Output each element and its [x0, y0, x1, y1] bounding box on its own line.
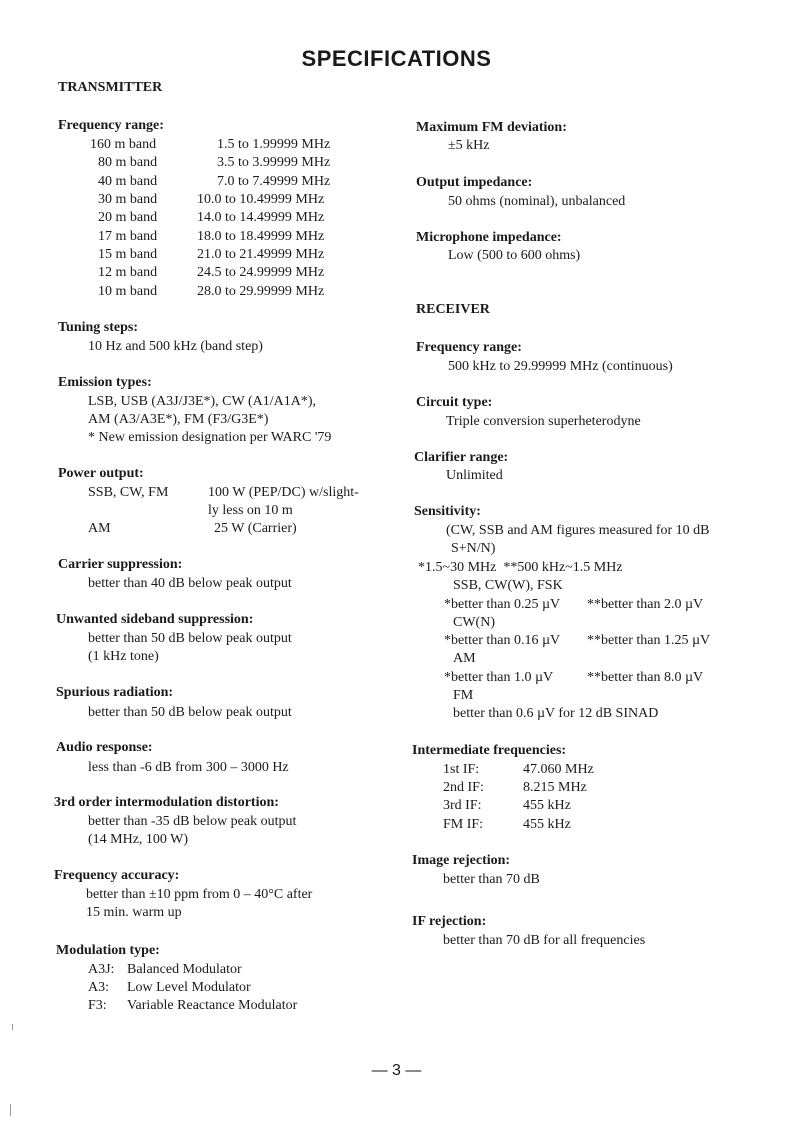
audio-response-value: less than -6 dB from 300 – 3000 Hz: [88, 760, 289, 775]
scan-mark: [12, 1024, 13, 1030]
band-name: 17 m band: [98, 229, 158, 244]
band-range: 14.0 to 14.49999 MHz: [197, 210, 325, 225]
frequency-accuracy-label: Frequency accuracy:: [54, 868, 180, 883]
mic-impedance-label: Microphone impedance:: [416, 230, 562, 245]
band-range: 7.0 to 7.49999 MHz: [217, 174, 331, 189]
audio-response-label: Audio response:: [56, 740, 153, 755]
image-rejection-value: better than 70 dB: [443, 872, 540, 887]
modulation-mode: F3:: [88, 998, 107, 1013]
modulation-mode: A3:: [88, 980, 109, 995]
unwanted-sideband-note: (1 kHz tone): [88, 649, 159, 664]
sensitivity-note-cont: S+N/N): [451, 541, 496, 556]
carrier-suppression-label: Carrier suppression:: [58, 557, 183, 572]
power-am-label: AM: [88, 521, 111, 536]
band-name: 30 m band: [98, 192, 158, 207]
emission-line: LSB, USB (A3J/J3E*), CW (A1/A1A*),: [88, 394, 317, 409]
sensitivity-value-mf: **better than 2.0 µV: [587, 597, 704, 612]
emission-note: * New emission designation per WARC '79: [88, 430, 332, 445]
emission-types-label: Emission types:: [58, 375, 152, 390]
if-name: FM IF:: [443, 817, 484, 832]
band-range: 1.5 to 1.99999 MHz: [217, 137, 331, 152]
unwanted-sideband-value: better than 50 dB below peak output: [88, 631, 292, 646]
unwanted-sideband-label: Unwanted sideband suppression:: [56, 612, 254, 627]
sensitivity-note: (CW, SSB and AM figures measured for 10 dB: [446, 523, 710, 538]
if-value: 455 kHz: [523, 798, 571, 813]
clarifier-range-value: Unlimited: [446, 468, 503, 483]
output-impedance-value: 50 ohms (nominal), unbalanced: [448, 194, 626, 209]
sensitivity-value-hf: *better than 0.16 µV: [444, 633, 561, 648]
band-range: 24.5 to 24.99999 MHz: [197, 265, 325, 280]
band-name: 80 m band: [98, 155, 158, 170]
if-rejection-label: IF rejection:: [412, 914, 487, 929]
if-frequencies-label: Intermediate frequencies:: [412, 743, 567, 758]
band-name: 20 m band: [98, 210, 158, 225]
tx-frequency-range-label: Frequency range:: [58, 118, 164, 133]
clarifier-range-label: Clarifier range:: [414, 450, 509, 465]
image-rejection-label: Image rejection:: [412, 853, 511, 868]
spurious-radiation-label: Spurious radiation:: [56, 685, 174, 700]
imd-value: better than -35 dB below peak output: [88, 814, 297, 829]
mic-impedance-value: Low (500 to 600 ohms): [448, 248, 581, 263]
if-name: 2nd IF:: [443, 780, 484, 795]
power-am-value: 25 W (Carrier): [214, 521, 297, 536]
modulation-mode: A3J:: [88, 962, 115, 977]
spurious-radiation-value: better than 50 dB below peak output: [88, 705, 292, 720]
sensitivity-mode: AM: [453, 651, 476, 666]
page-number: — 3 —: [371, 1062, 422, 1079]
sensitivity-value-hf: *better than 0.25 µV: [444, 597, 561, 612]
emission-line: AM (A3/A3E*), FM (F3/G3E*): [88, 412, 269, 427]
modulation-desc: Variable Reactance Modulator: [127, 998, 298, 1013]
band-range: 28.0 to 29.99999 MHz: [197, 284, 325, 299]
band-name: 12 m band: [98, 265, 158, 280]
circuit-type-value: Triple conversion superheterodyne: [446, 414, 641, 429]
band-name: 40 m band: [98, 174, 158, 189]
modulation-desc: Balanced Modulator: [127, 962, 242, 977]
sensitivity-value-mf: **better than 1.25 µV: [587, 633, 711, 648]
tuning-steps-label: Tuning steps:: [58, 320, 139, 335]
band-name: 15 m band: [98, 247, 158, 262]
band-range: 21.0 to 21.49999 MHz: [197, 247, 325, 262]
sensitivity-label: Sensitivity:: [414, 504, 481, 519]
sensitivity-mode: FM: [453, 688, 474, 703]
if-value: 455 kHz: [523, 817, 571, 832]
circuit-type-label: Circuit type:: [416, 395, 493, 410]
if-name: 3rd IF:: [443, 798, 482, 813]
scan-mark: [10, 1104, 11, 1116]
sensitivity-mode: CW(N): [453, 615, 495, 630]
rx-frequency-range-value: 500 kHz to 29.99999 MHz (continuous): [448, 359, 673, 374]
if-value: 47.060 MHz: [523, 762, 594, 777]
imd-label: 3rd order intermodulation distortion:: [54, 795, 279, 810]
band-range: 3.5 to 3.99999 MHz: [217, 155, 331, 170]
if-name: 1st IF:: [443, 762, 480, 777]
band-range: 10.0 to 10.49999 MHz: [197, 192, 325, 207]
frequency-accuracy-note: 15 min. warm up: [86, 905, 182, 920]
sensitivity-ranges: *1.5~30 MHz **500 kHz~1.5 MHz: [418, 560, 623, 575]
power-ssb-value: 100 W (PEP/DC) w/slight-: [208, 485, 359, 500]
rx-frequency-range-label: Frequency range:: [416, 340, 522, 355]
if-value: 8.215 MHz: [523, 780, 587, 795]
sensitivity-fm-value: better than 0.6 µV for 12 dB SINAD: [453, 706, 659, 721]
tuning-steps-value: 10 Hz and 500 kHz (band step): [88, 339, 263, 354]
power-output-label: Power output:: [58, 466, 144, 481]
output-impedance-label: Output impedance:: [416, 175, 533, 190]
band-range: 18.0 to 18.49999 MHz: [197, 229, 325, 244]
sensitivity-value-hf: *better than 1.0 µV: [444, 670, 554, 685]
page-title: SPECIFICATIONS: [301, 46, 492, 71]
carrier-suppression-value: better than 40 dB below peak output: [88, 576, 292, 591]
sensitivity-value-mf: **better than 8.0 µV: [587, 670, 704, 685]
modulation-type-label: Modulation type:: [56, 943, 160, 958]
transmitter-heading: TRANSMITTER: [58, 80, 163, 95]
band-name: 10 m band: [98, 284, 158, 299]
power-ssb-value-cont: ly less on 10 m: [208, 503, 293, 518]
receiver-heading: RECEIVER: [416, 302, 490, 317]
max-fm-deviation-value: ±5 kHz: [448, 138, 490, 153]
frequency-accuracy-value: better than ±10 ppm from 0 – 40°C after: [86, 887, 313, 902]
modulation-desc: Low Level Modulator: [127, 980, 251, 995]
imd-note: (14 MHz, 100 W): [88, 832, 189, 847]
sensitivity-mode: SSB, CW(W), FSK: [453, 578, 563, 593]
band-name: 160 m band: [90, 137, 157, 152]
max-fm-deviation-label: Maximum FM deviation:: [416, 120, 567, 135]
power-ssb-label: SSB, CW, FM: [88, 485, 169, 500]
if-rejection-value: better than 70 dB for all frequencies: [443, 933, 646, 948]
